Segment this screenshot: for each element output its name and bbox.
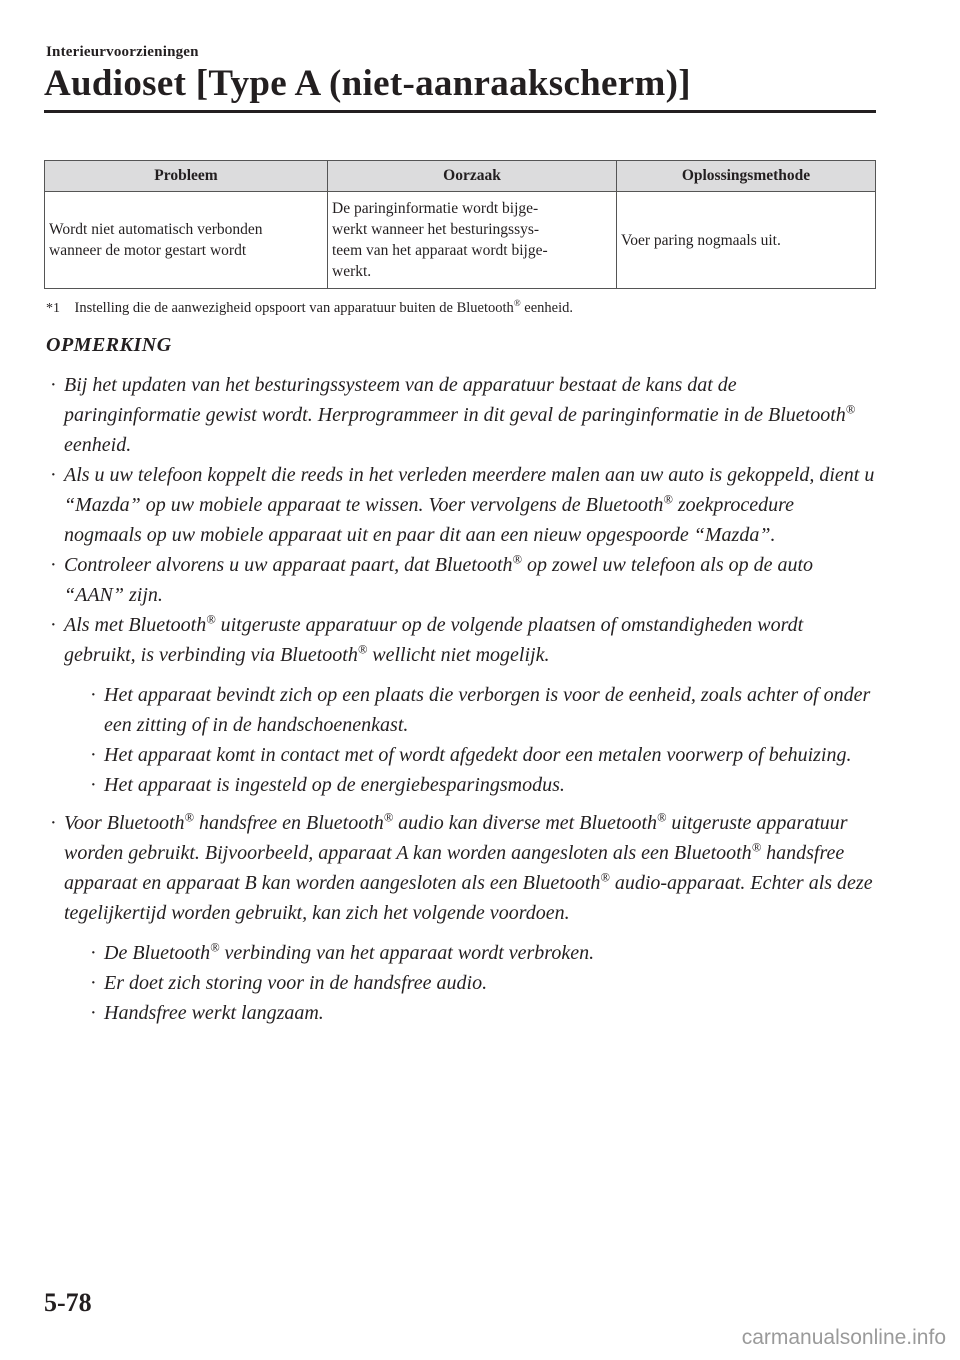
sub-list-item	[86, 770, 876, 800]
cell-line: werkt.	[332, 263, 372, 280]
footnote-text-end: eenheid.	[520, 300, 573, 316]
bullet: ·	[90, 972, 97, 994]
footnote-mark: *1	[46, 301, 60, 316]
section-label: Interieurvoorzieningen	[46, 44, 199, 60]
registered-mark: ®	[383, 810, 394, 825]
sub-item-text: Er doet zich storing voor in de handsfree audio.	[104, 972, 488, 994]
item-text: op zowel uw telefoon als op de auto “AAN” zijn.	[64, 554, 814, 606]
bullet: ·	[90, 942, 97, 964]
bullet: ·	[50, 614, 57, 636]
table-row	[45, 192, 876, 289]
item-text: Voor Bluetooth	[64, 812, 185, 834]
bullet: ·	[90, 684, 97, 706]
footnote	[46, 300, 573, 317]
registered-mark: ®	[357, 642, 368, 657]
table-header-row	[45, 161, 876, 192]
cell-probleem	[45, 192, 328, 289]
cell-line: De paringinformatie wordt bijge-	[332, 200, 539, 217]
cell-oorzaak	[328, 192, 617, 289]
sub-list-item	[86, 998, 876, 1028]
item-text: audio-apparaat. Echter als deze tegelijkertijd worden gebruikt, kan zich het volgende voordoen.	[64, 872, 873, 924]
sub-list	[86, 938, 876, 1028]
item-text: Controleer alvorens u uw apparaat paart, dat Bluetooth	[64, 554, 513, 576]
watermark: carmanualsonline.info	[741, 1326, 946, 1349]
troubleshooting-table	[44, 160, 876, 289]
item-text: eenheid.	[64, 434, 132, 456]
list-item	[46, 550, 876, 610]
sub-list-item	[86, 938, 876, 968]
sub-item-text: De Bluetooth	[104, 942, 211, 964]
registered-mark: ®	[600, 870, 610, 885]
item-text: Als met Bluetooth	[64, 614, 207, 636]
registered-mark: ®	[512, 552, 522, 567]
item-text: uitgeruste apparatuur op de volgende plaatsen of omstandigheden wordt gebruikt, is verbinding via Bluetooth	[64, 614, 804, 666]
list-item	[46, 460, 876, 550]
title-rule	[44, 110, 876, 113]
list-item	[46, 808, 876, 1028]
bullet: ·	[90, 774, 97, 796]
registered-mark: ®	[751, 840, 762, 855]
bullet: ·	[50, 812, 57, 834]
registered-mark: ®	[663, 492, 673, 507]
item-text: handsfree en Bluetooth	[193, 812, 384, 834]
registered-mark: ®	[210, 940, 220, 955]
list-item	[46, 610, 876, 800]
sub-list-item	[86, 740, 876, 770]
page-number: 5-78	[44, 1288, 92, 1317]
cell-line: werkt wanneer het besturingssys-	[332, 221, 540, 238]
item-text: Bij het updaten van het besturingssysteem van de apparatuur bestaat de kans dat de paringinformatie gewist wordt. Herprogrammeer in dit geval de paringinformatie in de Bluetooth	[64, 374, 846, 426]
item-text: audio kan diverse met Bluetooth	[393, 812, 657, 834]
registered-mark: ®	[657, 810, 667, 825]
item-text: Als u uw telefoon koppelt die reeds in het verleden meerdere malen aan uw auto is gekoppeld, dient u “Mazda” op uw mobiele apparaat te wissen. Voer vervolgens de Bluetooth	[64, 464, 875, 516]
page-title: Audioset [Type A (niet-aanraakscherm)]	[44, 63, 691, 104]
sub-list-item	[86, 968, 876, 998]
cell-line: wanneer de motor gestart wordt	[49, 242, 247, 259]
bullet: ·	[50, 554, 57, 576]
footnote-text: Instelling die de aanwezigheid opspoort van apparatuur buiten de Bluetooth	[74, 300, 514, 316]
item-text: zoekprocedure nogmaals op uw mobiele apparaat uit en paar dit aan een nieuw opgespoorde “Mazda”.	[64, 494, 795, 546]
sub-list	[86, 680, 876, 800]
header-oorzaak: Oorzaak	[328, 161, 617, 192]
cell-line: teem van het apparaat wordt bijge-	[332, 242, 548, 259]
cell-line: Wordt niet automatisch verbonden	[49, 221, 263, 238]
cell-oplossing: Voer paring nogmaals uit.	[617, 192, 876, 289]
registered-mark: ®	[513, 298, 521, 309]
item-text: uitgeruste apparatuur worden gebruikt. Bijvoorbeeld, apparaat A kan worden aangesloten als een Bluetooth	[64, 812, 848, 864]
registered-mark: ®	[845, 402, 856, 417]
sub-item-text: verbinding van het apparaat wordt verbroken.	[219, 942, 595, 964]
registered-mark: ®	[206, 612, 216, 627]
bullet: ·	[90, 744, 97, 766]
header-oplossingsmethode: Oplossingsmethode	[617, 161, 876, 192]
bullet: ·	[90, 1002, 97, 1024]
sub-list-item	[86, 680, 876, 740]
sub-item-text: Het apparaat bevindt zich op een plaats die verborgen is voor de eenheid, zoals achter of onder een zitting of in de handschoenenkast.	[104, 684, 871, 736]
note-body	[46, 370, 876, 1036]
sub-item-text: Het apparaat komt in contact met of wordt afgedekt door een metalen voorwerp of behuizing.	[104, 744, 852, 766]
list-item	[46, 370, 876, 460]
bullet: ·	[50, 464, 57, 486]
sub-item-text: Handsfree werkt langzaam.	[104, 1002, 324, 1024]
sub-item-text: Het apparaat is ingesteld op de energiebesparingsmodus.	[104, 774, 565, 796]
bullet: ·	[50, 374, 57, 396]
registered-mark: ®	[184, 810, 194, 825]
item-text: wellicht niet mogelijk.	[367, 644, 550, 666]
item-text: handsfree apparaat en apparaat B kan worden aangesloten als een Bluetooth	[64, 842, 845, 894]
header-probleem: Probleem	[45, 161, 328, 192]
note-heading: OPMERKING	[46, 334, 172, 356]
